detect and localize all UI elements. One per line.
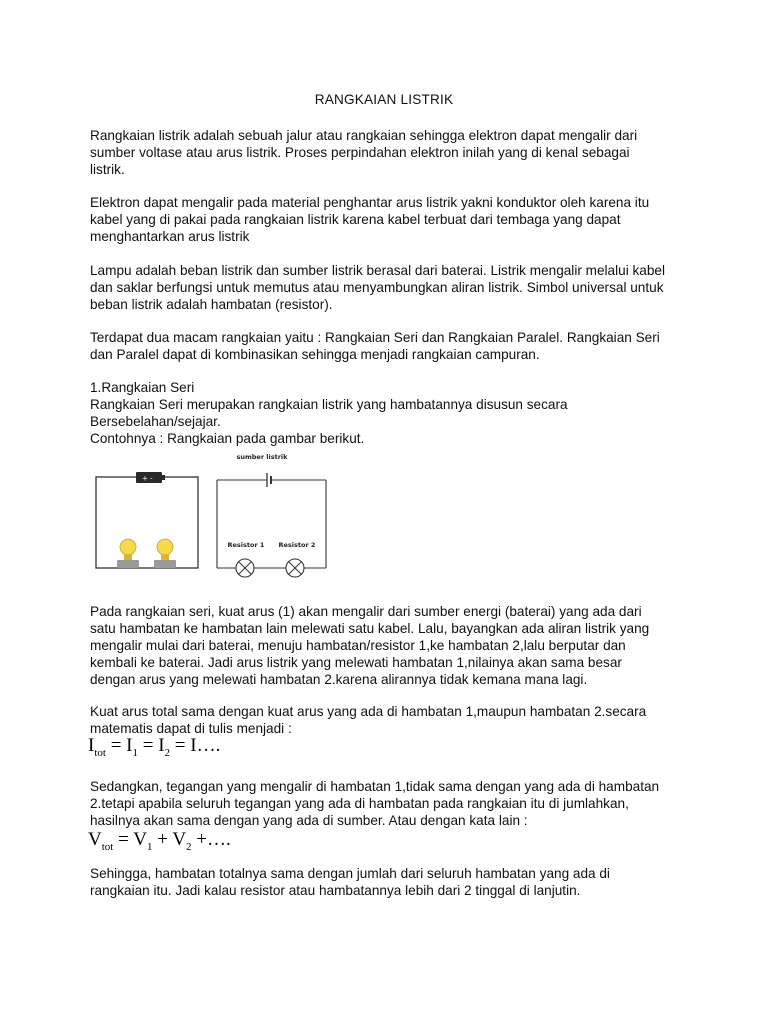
lightbulb-icon <box>117 539 139 568</box>
resistor-2-label: Resistor 2 <box>278 541 316 549</box>
lamp-symbol-icon <box>236 559 254 577</box>
paragraph-series-definition: Rangkaian Seri merupakan rangkaian listrik yang hambatannya disusun secara Bersebelahan/sejajar. <box>90 397 568 429</box>
resistor-1-label: Resistor 1 <box>227 541 265 549</box>
paragraph-circuit-types: Terdapat dua macam rangkaian yaitu : Rangkaian Seri dan Rangkaian Paralel. Rangkaian Seri dan Paralel dapat di kombinasikan sehingga menjadi rangkaian campuran. <box>90 330 660 362</box>
paragraph-total-resistance: Sehingga, hambatan totalnya sama dengan jumlah dari seluruh hambatan yang ada di rangkaian itu. Jadi kalau resistor atau hambatannya lebih dari 2 tinggal di lanjutin. <box>90 866 610 898</box>
paragraph-electron-flow: Elektron dapat mengalir pada material penghantar arus listrik yakni konduktor oleh karena itu kabel yang di pakai pada rangkaian listrik karena kabel terbuat dari tembaga yang dapat menghantarkan arus listrik <box>90 195 650 244</box>
document-title: RANGKAIAN LISTRIK <box>314 92 454 107</box>
source-label: sumber listrik <box>236 453 288 461</box>
schematic-circuit <box>217 453 326 577</box>
formula-current: $I_{tot} = I_1 = I_2$ = I…. <box>88 735 221 759</box>
formula-voltage: $V_{tot} = V_1 + V_2$ +…. <box>88 829 231 853</box>
paragraph-example-intro: Contohnya : Rangkaian pada gambar berikut. <box>90 431 365 446</box>
battery-label: + - <box>142 474 153 483</box>
series-circuit-figure <box>90 448 340 583</box>
paragraph-series-current: Pada rangkaian seri, kuat arus (1) akan mengalir dari sumber energi (baterai) yang ada dari satu hambatan ke hambatan lain melewati satu kabel. Lalu, bayangkan ada aliran listrik yang mengalir mulai dari baterai, menuju hambatan/resistor 1,ke hambatan 2,lalu berputar dan kembali ke baterai. Jadi arus listrik yang melewati hambatan 1,nilainya akan sama besar dengan arus yang melewati hambatan 2.karena alirannya tidak kemana mana lagi. <box>90 604 650 687</box>
battery-bulb-circuit <box>96 472 198 568</box>
section-heading-series: 1.Rangkaian Seri <box>90 380 195 395</box>
paragraph-definition: Rangkaian listrik adalah sebuah jalur atau rangkaian sehingga elektron dapat mengalir dari sumber voltase atau arus listrik. Proses perpindahan elektron inilah yang di kenal sebagai listrik. <box>90 128 638 177</box>
paragraph-total-current: Kuat arus total sama dengan kuat arus yang ada di hambatan 1,maupun hambatan 2.secara matematis dapat di tulis menjadi : <box>90 704 647 736</box>
paragraph-lamp-battery: Lampu adalah beban listrik dan sumber listrik berasal dari baterai. Listrik mengalir melalui kabel dan saklar berfungsi untuk memutus atau menyambungkan aliran listrik. Simbol universal untuk beban listrik adalah hambatan (resistor). <box>90 263 665 312</box>
lightbulb-icon <box>154 539 176 568</box>
lamp-symbol-icon <box>286 559 304 577</box>
paragraph-voltage: Sedangkan, tegangan yang mengalir di hambatan 1,tidak sama dengan yang ada di hambatan 2.tetapi apabila seluruh tegangan yang ada di hambatan pada rangkaian itu di jumlahkan, hasilnya akan sama dengan yang ada di sumber. Atau dengan kata lain : <box>90 779 660 828</box>
